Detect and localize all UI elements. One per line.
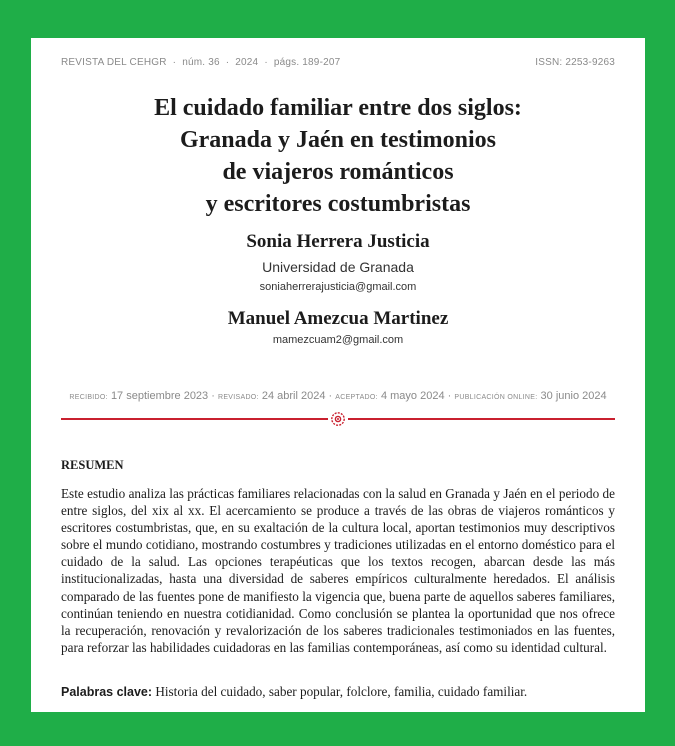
issn: ISSN: 2253-9263 bbox=[535, 57, 615, 68]
title-line: y escritores costumbristas bbox=[205, 191, 471, 217]
keywords-text: Historia del cuidado, saber popular, folclore, familia, cuidado familiar. bbox=[155, 684, 528, 699]
abstract-text: Este estudio analiza las prácticas familiares relacionadas con la salud en Granada y Jaén en el periodo de entre siglos, del xix al xx. El acercamiento se produce a través de las obras de viajeros románticos y escritores costumbristas, que, en su exaltación de la cultura local, aportan testimonios muy descriptivos sobre el mundo cotidiano, mostrando costumbres y tradiciones utilizadas en el entorno doméstico para el cuidado de la salud. Las opciones terapéuticas que los textos recogen, abarcan desde las más institucionalizadas, hasta una diversidad de saberes empíricos culturalmente heredados. El análisis comparado de las fuentes pone de manifiesto la vigencia que, buena parte de aquellos saberes familiares, continúan teniendo en nuestra cotidianidad. Como conclusión se plantea la oportunidad que nos ofrece la recuperación, renovación y revalorización de los saberes tradicionales testimoniados en las fuentes, para reforzar las habilidades cuidadoras en las familias contemporáneas, así como su identidad cultural. bbox=[61, 486, 615, 655]
running-header bbox=[61, 57, 615, 68]
title-line: El cuidado familiar entre dos siglos: bbox=[154, 95, 522, 121]
title-line: Granada y Jaén en testimonios bbox=[179, 127, 496, 153]
author-name: Manuel Amezcua Martinez bbox=[227, 308, 449, 329]
title-line: de viajeros románticos bbox=[222, 159, 454, 185]
author-affiliation: Universidad de Granada bbox=[262, 259, 414, 275]
received-date: 17 septiembre 2023 bbox=[110, 390, 209, 402]
issue-year: 2024 bbox=[235, 57, 259, 68]
keywords bbox=[61, 684, 615, 700]
rosette-ornament-icon bbox=[328, 409, 348, 429]
author-email: soniaherrerajusticia@gmail.com bbox=[259, 281, 417, 293]
journal-info: REVISTA DEL CEHGR · núm. 36 · 2024 · págs. 189-207 bbox=[61, 57, 341, 68]
received-label: RECIBIDO: bbox=[69, 394, 108, 401]
issue-number: núm. 36 bbox=[182, 57, 220, 68]
accepted-label: ACEPTADO: bbox=[335, 394, 378, 401]
revised-label: REVISADO: bbox=[217, 394, 259, 401]
accepted-date: 4 mayo 2024 bbox=[380, 390, 445, 402]
author-name: Sonia Herrera Justicia bbox=[246, 231, 430, 252]
article-page bbox=[31, 38, 645, 712]
revised-date: 24 abril 2024 bbox=[261, 390, 326, 402]
article-dates: RECIBIDO: 17 septiembre 2023 · REVISADO: 24 abril 2024 · ACEPTADO: 4 mayo 2024 · PUBLICACIÓN ONLINE: 30 junio 2024 bbox=[69, 390, 607, 402]
journal-name: REVISTA DEL CEHGR bbox=[61, 57, 167, 68]
author-email: mamezcuam2@gmail.com bbox=[272, 334, 404, 346]
page-range: págs. 189-207 bbox=[273, 57, 341, 68]
published-label: PUBLICACIÓN ONLINE: bbox=[454, 394, 538, 401]
article-title bbox=[61, 92, 615, 220]
keywords-label: Palabras clave: bbox=[61, 685, 153, 699]
abstract-heading: RESUMEN bbox=[61, 458, 124, 472]
published-date: 30 junio 2024 bbox=[540, 390, 607, 402]
